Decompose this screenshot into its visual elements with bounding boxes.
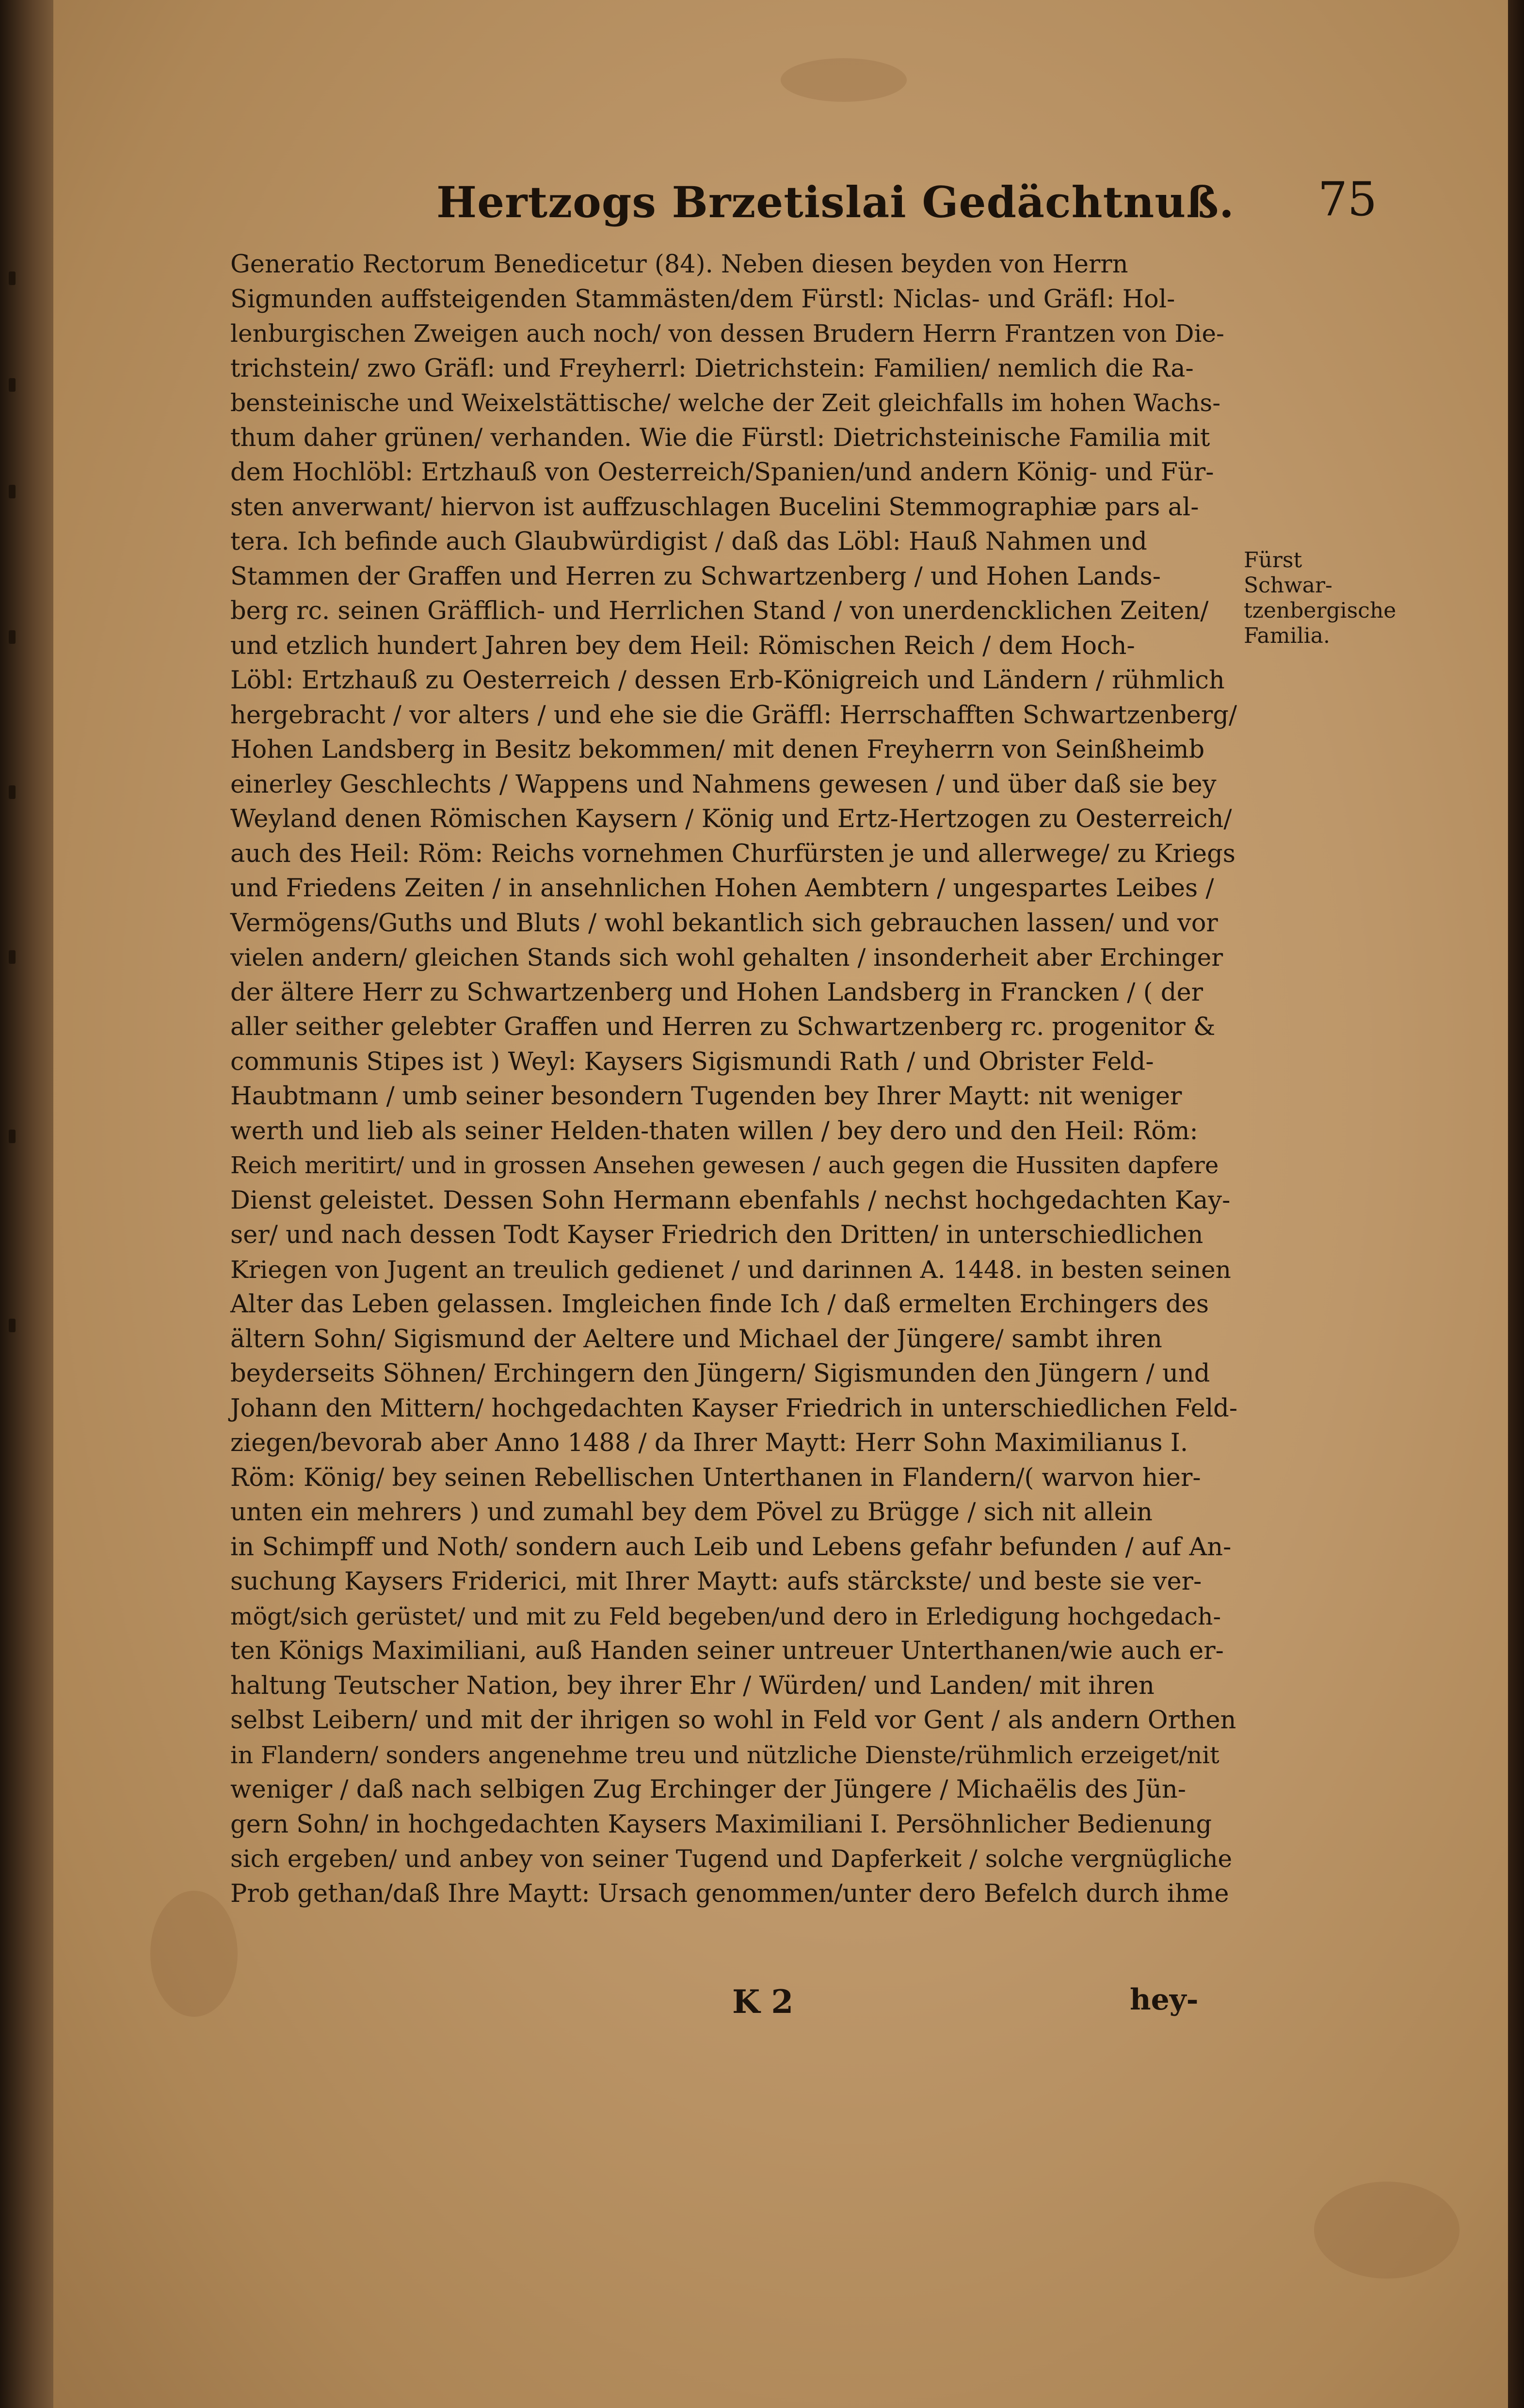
catchword: hey- — [1130, 1983, 1199, 2017]
running-header — [402, 172, 1396, 235]
text-line: werth und lieb als seiner Helden-thaten willen / bey dero und den Heil: Röm: — [230, 1116, 1198, 1146]
text-line: und Friedens Zeiten / in ansehnlichen Hohen Aembtern / ungespartes Leibes / — [230, 874, 1214, 903]
paper-stain — [781, 58, 907, 102]
text-line: beyderseits Söhnen/ Erchingern den Jüngern/ Sigismunden den Jüngern / und — [230, 1359, 1210, 1388]
text-line: vielen andern/ gleichen Stands sich wohl gehalten / insonderheit aber Erchinger — [230, 943, 1223, 972]
text-line: Johann den Mittern/ hochgedachten Kayser Friedrich in unterschiedlichen Feld- — [230, 1394, 1238, 1423]
text-line: ziegen/bevorab aber Anno 1488 / da Ihrer Maytt: Herr Sohn Maximilianus I. — [230, 1429, 1188, 1457]
text-line: Generatio Rectorum Benedicetur (84). Neben diesen beyden von Herrn — [230, 250, 1128, 279]
previous-page-edge — [0, 0, 53, 2408]
edge-mark — [9, 1319, 16, 1332]
edge-mark — [9, 630, 16, 644]
page-title: Hertzogs Brzetislai Gedächtnuß. — [436, 177, 1235, 227]
paper-stain — [1314, 2182, 1460, 2279]
margin-note-line: tzenbergische — [1244, 598, 1396, 623]
text-line: bensteinische und Weixelstättische/ welche der Zeit gleichfalls im hohen Wachs- — [230, 389, 1221, 417]
text-line: Reich meritirt/ und in grossen Ansehen gewesen / auch gegen die Hussiten dapfere — [230, 1152, 1219, 1179]
edge-mark — [9, 378, 16, 392]
text-line: thum daher grünen/ verhanden. Wie die Fürstl: Dietrichsteinische Familia mit — [230, 423, 1210, 452]
text-line: Haubtmann / umb seiner besondern Tugenden bey Ihrer Maytt: nit weniger — [230, 1082, 1182, 1111]
text-line: unten ein mehrers ) und zumahl bey dem Pövel zu Brügge / sich nit allein — [230, 1498, 1153, 1527]
edge-mark — [9, 485, 16, 498]
margin-note — [1244, 548, 1396, 649]
text-line: communis Stipes ist ) Weyl: Kaysers Sigismundi Rath / und Obrister Feld- — [230, 1047, 1154, 1076]
margin-note-line: Fürst Schwar- — [1244, 548, 1332, 598]
text-line: lenburgischen Zweigen auch noch/ von dessen Brudern Herrn Frantzen von Die- — [230, 319, 1224, 348]
text-line: ältern Sohn/ Sigismund der Aeltere und Michael der Jüngere/ sambt ihren — [230, 1324, 1162, 1354]
text-line: Stammen der Graffen und Herren zu Schwartzenberg / und Hohen Lands- — [230, 562, 1161, 591]
text-line: Weyland denen Römischen Kaysern / König und Ertz-Hertzogen zu Oesterreich/ — [230, 805, 1232, 833]
text-line: Prob gethan/daß Ihre Maytt: Ursach genommen/unter dero Befelch durch ihme — [230, 1879, 1229, 1908]
text-line: trichstein/ zwo Gräfl: und Freyherrl: Dietrichstein: Familien/ nemlich die Ra- — [230, 354, 1194, 383]
text-line: einerley Geschlechts / Wappens und Nahmens gewesen / und über daß sie bey — [230, 770, 1217, 799]
text-line: suchung Kaysers Friderici, mit Ihrer Maytt: aufs stärckste/ und beste sie ver- — [230, 1567, 1202, 1596]
edge-mark — [9, 271, 16, 285]
text-line: dem Hochlöbl: Ertzhauß von Oesterreich/Spanien/und andern König- und Für- — [230, 458, 1214, 487]
text-line: Vermögens/Guths und Bluts / wohl bekantlich sich gebrauchen lassen/ und vor — [230, 909, 1218, 938]
text-line: ser/ und nach dessen Todt Kayser Friedrich den Dritten/ in unterschiedlichen — [230, 1221, 1203, 1249]
text-line: und etzlich hundert Jahren bey dem Heil: Römischen Reich / dem Hoch- — [230, 631, 1135, 660]
text-line: selbst Leibern/ und mit der ihrigen so wohl in Feld vor Gent / als andern Orthen — [230, 1706, 1236, 1735]
text-line: hergebracht / vor alters / und ehe sie die Gräffl: Herrschafften Schwartzenberg/ — [230, 701, 1237, 730]
text-line: tera. Ich befinde auch Glaubwürdigist / daß das Löbl: Hauß Nahmen und — [230, 527, 1147, 556]
text-line: Dienst geleistet. Dessen Sohn Hermann ebenfahls / nechst hochgedachten Kay- — [230, 1186, 1231, 1215]
text-line: mögt/sich gerüstet/ und mit zu Feld begeben/und dero in Erledigung hochgedach- — [230, 1602, 1221, 1630]
margin-note-line: Familia. — [1244, 623, 1330, 648]
edge-mark — [9, 1130, 16, 1143]
page-number: 75 — [1317, 172, 1377, 226]
text-line: auch des Heil: Röm: Reichs vornehmen Churfürsten je und allerwege/ zu Kriegs — [230, 839, 1235, 868]
edge-mark — [9, 785, 16, 799]
edge-mark — [9, 950, 16, 964]
text-line: weniger / daß nach selbigen Zug Erchinger der Jüngere / Michaëlis des Jün- — [230, 1775, 1186, 1804]
text-line: sich ergeben/ und anbey von seiner Tugend und Dapferkeit / solche vergnügliche — [230, 1845, 1233, 1873]
text-line: in Flandern/ sonders angenehme treu und nützliche Dienste/rühmlich erzeiget/nit — [230, 1741, 1219, 1769]
text-line: aller seither gelebter Graffen und Herren zu Schwartzenberg rc. progenitor & — [230, 1013, 1216, 1041]
text-line: Kriegen von Jugent an treulich gedienet / und darinnen A. 1448. in besten seinen — [230, 1255, 1231, 1284]
text-line: berg rc. seinen Gräfflich- und Herrlichen Stand / von unerdencklichen Zeiten/ — [230, 597, 1209, 625]
text-line: gern Sohn/ in hochgedachten Kaysers Maximiliani I. Persöhnlicher Bedienung — [230, 1810, 1212, 1839]
body-text — [230, 247, 1249, 1911]
document-page — [53, 0, 1508, 2408]
text-line: der ältere Herr zu Schwartzenberg und Hohen Landsberg in Francken / ( der — [230, 978, 1203, 1007]
text-line: Löbl: Ertzhauß zu Oesterreich / dessen Erb-Königreich und Ländern / rühmlich — [230, 666, 1225, 695]
text-line: Röm: König/ bey seinen Rebellischen Unterthanen in Flandern/( warvon hier- — [230, 1463, 1201, 1492]
text-line: sten anverwant/ hiervon ist auffzuschlagen Bucelini Stemmographiæ pars al- — [230, 493, 1199, 522]
signature-mark: K 2 — [732, 1983, 794, 2021]
text-line: Sigmunden auffsteigenden Stammästen/dem Fürstl: Niclas- und Gräfl: Hol- — [230, 285, 1175, 314]
text-line: Alter das Leben gelassen. Imgleichen finde Ich / daß ermelten Erchingers des — [230, 1290, 1209, 1319]
text-line: ten Königs Maximiliani, auß Handen seiner untreuer Unterthanen/wie auch er- — [230, 1637, 1224, 1665]
text-line: in Schimpff und Noth/ sondern auch Leib und Lebens gefahr befunden / auf An- — [230, 1532, 1232, 1562]
text-line: Hohen Landsberg in Besitz bekommen/ mit denen Freyherrn von Seinßheimb — [230, 735, 1205, 764]
text-line: haltung Teutscher Nation, bey ihrer Ehr / Würden/ und Landen/ mit ihren — [230, 1671, 1155, 1700]
page-footer — [53, 1983, 1508, 2026]
